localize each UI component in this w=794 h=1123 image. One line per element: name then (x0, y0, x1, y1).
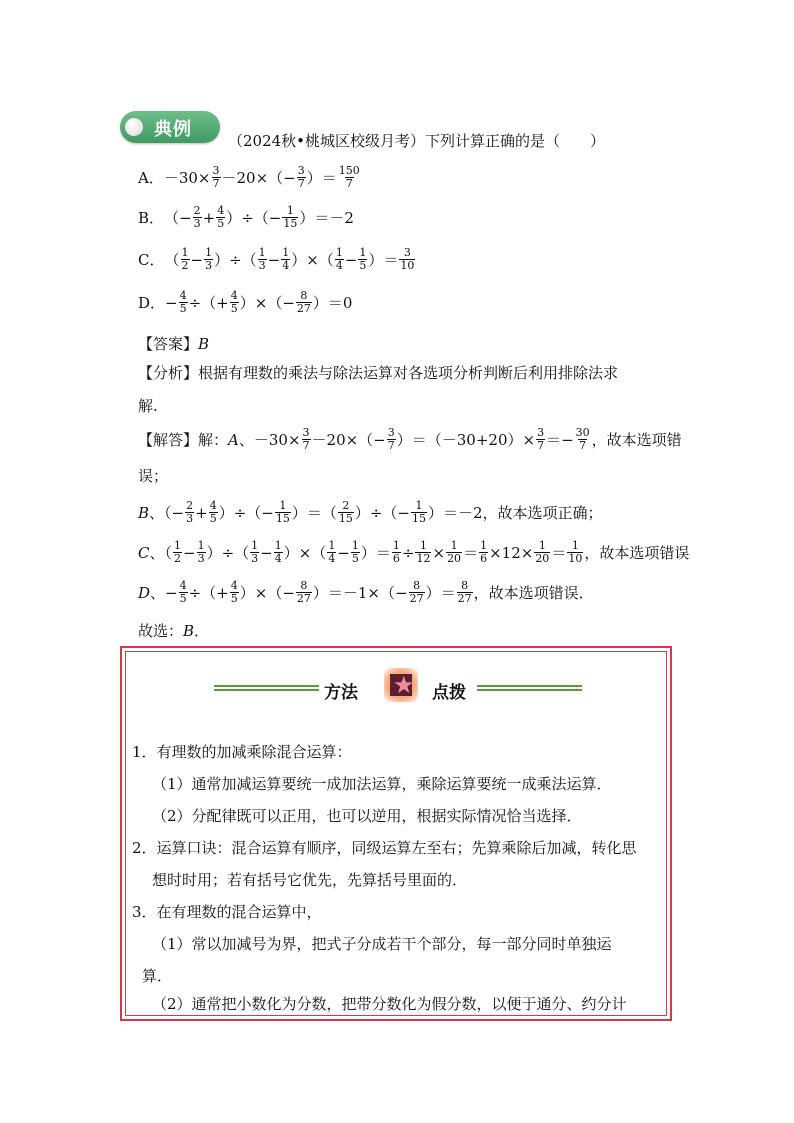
numerator: 1 (286, 204, 294, 217)
denominator: 20 (535, 552, 550, 565)
text-segment: ）＝ (425, 584, 456, 602)
star-glyph-icon: ★ (393, 671, 415, 699)
fraction (296, 580, 312, 605)
text-segment: －20×（− (221, 169, 296, 187)
method-tips-box (120, 646, 672, 1021)
star-icon (384, 668, 418, 702)
denominator: 3 (193, 217, 201, 230)
option-a (138, 165, 362, 190)
analysis-text: 解. (138, 397, 158, 415)
answer-label: 【答案】 (138, 335, 199, 353)
numerator: 2 (186, 499, 194, 512)
text-segment: 解： (198, 431, 229, 449)
numerator: 1 (251, 539, 259, 552)
text-segment: ）＝ (360, 544, 391, 562)
numerator: 1 (359, 246, 367, 259)
numerator: 8 (461, 579, 469, 592)
fraction (185, 500, 194, 525)
text-segment: − (344, 250, 358, 269)
numerator: 1 (274, 539, 282, 552)
text-segment: ）＝（－30+20）× (396, 431, 536, 449)
denominator: 5 (179, 302, 187, 315)
decorative-rule-left (214, 685, 319, 691)
text-segment: ÷（+ (188, 294, 229, 312)
text-segment: ，故本选项错误． (473, 584, 594, 602)
denominator: 15 (275, 512, 290, 525)
denominator: 3 (205, 259, 213, 272)
fraction (415, 540, 431, 565)
text-segment: − (337, 543, 350, 562)
denominator: 27 (296, 592, 311, 605)
text-segment: ）÷（− (218, 504, 274, 522)
choose-value: B (183, 621, 195, 640)
method-inner-border (125, 651, 667, 1016)
denominator: 10 (400, 259, 415, 272)
text-segment: × (432, 543, 446, 562)
denominator: 27 (409, 592, 424, 605)
fraction (479, 540, 488, 565)
fraction (327, 540, 336, 565)
numerator: 3 (387, 426, 395, 439)
denominator: 5 (209, 512, 217, 525)
numerator: 1 (197, 539, 205, 552)
method-item-1: 1．有理数的加减乘除混合运算： (132, 743, 352, 761)
denominator: 7 (537, 439, 545, 452)
numerator: 1 (279, 499, 287, 512)
method-item-3: 3．在有理数的混合运算中， (132, 903, 322, 921)
method-item-1-2: （2）分配律既可以正用，也可以逆用，根据实际情况恰当选择． (152, 807, 582, 825)
numerator: 8 (300, 579, 308, 592)
fraction (281, 247, 290, 272)
denominator: 3 (251, 552, 259, 565)
option-letter: B (138, 503, 150, 522)
numerator: 8 (413, 579, 421, 592)
fraction (212, 165, 221, 190)
denominator: 15 (283, 217, 298, 230)
fraction (575, 427, 591, 452)
denominator: 7 (345, 177, 353, 190)
fraction (399, 247, 415, 272)
badge-dot-icon (125, 118, 143, 136)
option-letter: A (228, 430, 239, 449)
numerator: 4 (179, 289, 187, 302)
text-segment: 、− (150, 584, 178, 602)
text-segment: ÷ (401, 543, 415, 562)
numerator: 4 (179, 579, 187, 592)
text-segment: ，故本选项错 (591, 431, 682, 449)
text-segment: ． (194, 622, 210, 640)
denominator: 5 (359, 259, 367, 272)
fraction (302, 427, 311, 452)
text-segment: －30× (163, 169, 211, 187)
denominator: 7 (297, 177, 305, 190)
option-letter: C (138, 543, 150, 562)
text-segment: + (202, 208, 216, 227)
text-segment: ）÷（− (226, 209, 282, 227)
denominator: 27 (457, 592, 472, 605)
text-segment: ）＝－1×（− (312, 584, 408, 602)
numerator: 1 (205, 246, 213, 259)
option-d-label: D． (138, 294, 166, 312)
fraction (204, 247, 213, 272)
numerator: 3 (403, 246, 411, 259)
fraction (351, 540, 360, 565)
denominator: 5 (351, 552, 359, 565)
text-segment: －20×（− (311, 431, 386, 449)
text-segment: 误； (138, 467, 169, 485)
denominator: 5 (230, 302, 238, 315)
numerator: 4 (230, 579, 238, 592)
method-item-2-wrap: 想时时用；若有括号它优先，先算括号里面的． (152, 871, 468, 889)
fraction (209, 500, 218, 525)
denominator: 5 (217, 217, 225, 230)
denominator: 3 (258, 259, 266, 272)
fraction (446, 540, 462, 565)
option-b-label: B． (138, 209, 165, 227)
fraction (282, 205, 298, 230)
analysis-line (138, 362, 618, 383)
text-segment: ）＝（ (291, 504, 337, 522)
method-item-3-2: （2）通常把小数化为分数，把带分数化为假分数，以便于通分、约分计 (152, 995, 627, 1013)
numerator: 1 (450, 539, 458, 552)
text-segment: ）×（ (283, 544, 327, 562)
fraction (230, 580, 239, 605)
fraction (173, 540, 182, 565)
denominator: 12 (416, 552, 431, 565)
fraction (358, 247, 367, 272)
denominator: 4 (282, 259, 290, 272)
solution-b (138, 500, 603, 525)
example-badge (120, 111, 220, 143)
answer-value: B (198, 334, 210, 353)
numerator: 4 (217, 204, 225, 217)
numerator: 2 (342, 499, 350, 512)
numerator: 1 (415, 499, 423, 512)
denominator: 2 (181, 259, 189, 272)
denominator: 3 (197, 552, 205, 565)
numerator: 3 (302, 426, 310, 439)
text-segment: 、－30× (238, 431, 301, 449)
text-segment: ）×（− (239, 294, 295, 312)
denominator: 15 (338, 512, 353, 525)
text-segment: ＝ (463, 544, 479, 562)
fraction (409, 580, 425, 605)
denominator: 10 (568, 552, 583, 565)
numerator: 8 (300, 289, 308, 302)
denominator: 7 (387, 439, 395, 452)
numerator: 1 (181, 246, 189, 259)
text-segment: ）＝ (368, 251, 399, 269)
numerator: 1 (392, 539, 400, 552)
numerator: 3 (537, 426, 545, 439)
option-b (138, 205, 354, 230)
fraction (392, 540, 401, 565)
denominator: 2 (174, 552, 181, 565)
numerator: 30 (575, 426, 590, 439)
fraction (338, 500, 354, 525)
text-segment: ）÷（ (206, 544, 250, 562)
option-c-label: C． (138, 251, 165, 269)
denominator: 5 (230, 592, 238, 605)
choose-line (138, 620, 209, 641)
fraction (536, 427, 545, 452)
denominator: 4 (274, 552, 282, 565)
fraction (411, 500, 427, 525)
denominator: 27 (296, 302, 311, 315)
numerator: 1 (480, 539, 488, 552)
text-segment: ×12× (489, 543, 534, 562)
numerator: 1 (328, 539, 336, 552)
text-segment: − (260, 543, 273, 562)
solution-d (138, 580, 594, 605)
denominator: 15 (411, 512, 426, 525)
text-segment: + (195, 503, 208, 522)
numerator: 1 (174, 539, 181, 552)
text-segment: ＝ (551, 544, 567, 562)
method-title-right: 点拨 (432, 683, 466, 703)
numerator: 1 (351, 539, 359, 552)
fraction (250, 540, 259, 565)
fraction (179, 580, 188, 605)
fraction (335, 247, 344, 272)
numerator: 3 (212, 164, 220, 177)
denominator: 7 (212, 177, 220, 190)
method-item-3-1-wrap: 算． (142, 967, 173, 985)
text-segment: ）＝0 (312, 294, 353, 312)
fraction (258, 247, 267, 272)
numerator: 1 (258, 246, 266, 259)
text-segment: − (183, 543, 196, 562)
text-segment: ）＝ (306, 169, 337, 187)
denominator: 5 (179, 592, 187, 605)
analysis-line-2 (138, 395, 158, 416)
fraction (387, 427, 396, 452)
numerator: 3 (297, 164, 305, 177)
numerator: 150 (338, 164, 360, 177)
fraction (534, 540, 550, 565)
solution-c (138, 540, 689, 565)
denominator: 7 (302, 439, 310, 452)
denominator: 7 (579, 439, 587, 452)
numerator: 1 (282, 246, 290, 259)
text-segment: ）＝－2 (299, 209, 354, 227)
fraction (216, 205, 225, 230)
text-segment: （ (164, 251, 180, 269)
solution-label: 【解答】 (138, 431, 199, 449)
numerator: 4 (230, 289, 238, 302)
option-c (138, 247, 416, 272)
fraction (181, 247, 190, 272)
denominator: 20 (447, 552, 462, 565)
numerator: 1 (419, 539, 427, 552)
method-item-3-1: （1）常以加减号为界，把式子分成若干个部分，每一部分同时单独运 (152, 935, 612, 953)
fraction (567, 540, 583, 565)
denominator: 4 (335, 259, 343, 272)
option-d (138, 290, 352, 315)
text-segment: ）÷（ (214, 251, 257, 269)
method-title-left: 方法 (324, 683, 358, 703)
denominator: 6 (480, 552, 488, 565)
fraction (197, 540, 206, 565)
method-item-1-1: （1）通常加减运算要统一成加法运算，乘除运算要统一成乘法运算． (152, 775, 612, 793)
numerator: 1 (538, 539, 546, 552)
solution-a-wrap (138, 465, 168, 486)
analysis-label: 【分析】 (138, 364, 199, 382)
text-segment: ）×（ (291, 251, 334, 269)
text-segment: ＝− (546, 431, 574, 449)
fraction (296, 290, 312, 315)
fraction (275, 500, 291, 525)
fraction (338, 165, 361, 190)
fraction (274, 540, 283, 565)
method-item-2: 2．运算口诀：混合运算有顺序，同级运算左至右；先算乘除后加减，转化思 (132, 839, 637, 857)
denominator: 3 (186, 512, 194, 525)
answer-line (138, 333, 209, 354)
denominator: 6 (392, 552, 400, 565)
text-segment: ）＝－2，故本选项正确； (427, 504, 603, 522)
fraction (230, 290, 239, 315)
text-segment: ）÷（− (354, 504, 410, 522)
analysis-text: 根据有理数的乘法与除法运算对各选项分析判断后利用排除法求 (198, 364, 619, 382)
decorative-rule-right (477, 685, 582, 691)
text-segment: − (267, 250, 281, 269)
numerator: 4 (209, 499, 217, 512)
numerator: 1 (335, 246, 343, 259)
numerator: 2 (193, 204, 201, 217)
question-stem: （2024秋•桃城区校级月考）下列计算正确的是（ ） (228, 132, 606, 150)
badge-label: 典例 (154, 119, 192, 140)
text-segment: 、（− (149, 504, 185, 522)
fraction (193, 205, 202, 230)
text-segment: ）×（− (239, 584, 295, 602)
text-segment: ÷（+ (188, 584, 229, 602)
text-segment: （− (164, 209, 192, 227)
solution-a (138, 427, 682, 452)
fraction (457, 580, 473, 605)
fraction (297, 165, 306, 190)
text-segment: − (190, 250, 204, 269)
star-icon-inner (390, 671, 415, 699)
text-segment: ，故本选项错误 (584, 544, 690, 562)
choose-label: 故选： (138, 622, 184, 640)
denominator: 4 (328, 552, 336, 565)
fraction (179, 290, 188, 315)
text-segment: − (165, 293, 178, 312)
numerator: 1 (571, 539, 579, 552)
option-a-label: A． (138, 169, 164, 187)
option-letter: D (138, 583, 151, 602)
text-segment: 、（ (149, 544, 172, 562)
